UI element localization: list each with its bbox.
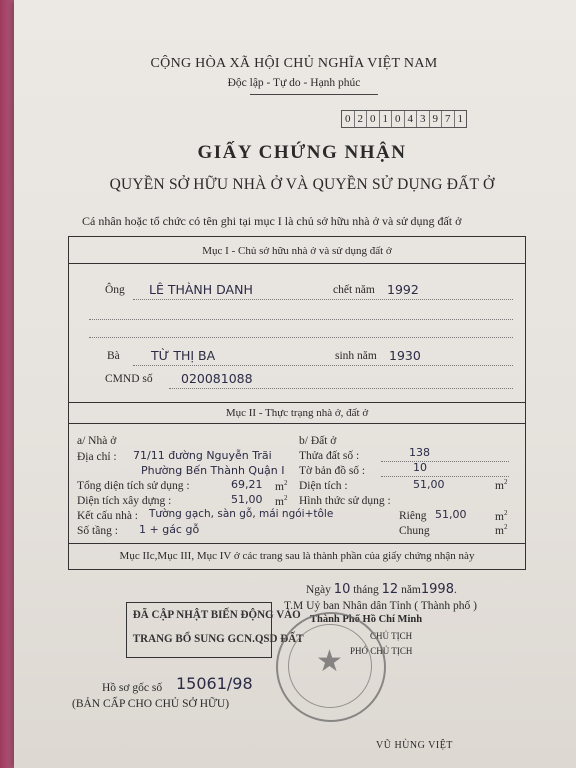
section2-heading: Mục II - Thực trạng nhà ở, đất ở — [225, 407, 369, 419]
copy-note: (BẢN CẤP CHO CHỦ SỞ HỮU) — [72, 698, 230, 710]
document-subtitle: QUYỀN SỞ HỮU NHÀ Ở VÀ QUYỀN SỬ DỤNG ĐẤT Ở — [109, 176, 495, 193]
country-header: CỘNG HÒA XÃ HỘI CHỦ NGHĨA VIỆT NAM — [150, 56, 438, 71]
map-value: 10 — [413, 461, 427, 474]
unit-m2: $m^2$ — [275, 479, 288, 493]
usage-label: Hình thức sử dụng : — [299, 495, 391, 507]
structure-value: Tường gạch, sàn gỗ, mái ngói+tôle — [149, 508, 334, 520]
serial-digit: 0 — [342, 111, 355, 127]
certificate-page — [14, 0, 576, 768]
floors-value: 1 + gác gỗ — [139, 523, 200, 536]
stamp-line1: ĐÃ CẬP NHẬT BIẾN ĐỘNG VÀO — [132, 607, 301, 621]
owner2-label: Bà — [107, 350, 120, 362]
intro-text: Cá nhân hoặc tổ chức có tên ghi tại mục I là chủ sở hữu nhà ở và sử dụng đất ở — [82, 214, 462, 228]
serial-number-boxes — [341, 110, 467, 128]
structure-label: Kết cấu nhà : — [77, 510, 138, 522]
owner2-year: 1930 — [389, 348, 421, 363]
authority-line1: T.M Uỷ ban Nhân dân Tỉnh ( Thành phố ) — [284, 600, 477, 612]
footer-note: Mục IIc,Mục III, Mục IV ở các trang sau là thành phần của giấy chứng nhận này — [119, 550, 475, 562]
house-heading: a/ Nhà ở — [77, 435, 117, 447]
official-seal — [276, 612, 386, 722]
dotted-line — [381, 476, 509, 477]
owner1-name: LÊ THÀNH DANH — [149, 282, 253, 297]
record-number: 15061/98 — [176, 674, 253, 693]
floors-label: Số tầng : — [77, 525, 118, 537]
update-stamp — [126, 602, 304, 658]
unit-m2: $m^2$ — [495, 509, 508, 523]
serial-digit: 9 — [430, 111, 443, 127]
motto: Độc lập - Tự do - Hạnh phúc — [227, 77, 361, 89]
divider — [69, 423, 525, 424]
dotted-line — [89, 337, 513, 338]
divider — [69, 402, 525, 403]
signer-name: VŨ HÙNG VIỆT — [376, 740, 453, 751]
document-title: GIẤY CHỨNG NHẬN — [197, 142, 407, 163]
star-icon: ★ — [316, 645, 343, 678]
stamp-line2: TRANG BỔ SUNG GCN.QSD ĐẤT — [132, 631, 304, 645]
divider — [69, 263, 525, 264]
address-label: Địa chỉ : — [77, 451, 117, 463]
owner1-year: 1992 — [387, 282, 419, 297]
section1-heading: Mục I - Chủ sở hữu nhà ở và sử dụng đất ở — [202, 245, 392, 257]
dotted-line — [169, 388, 513, 389]
date-line: Ngày 10 tháng 12 năm1998. — [306, 582, 457, 597]
serial-digit: 2 — [355, 111, 368, 127]
common-label: Chung — [399, 525, 430, 537]
owner1-status-label: chết năm — [333, 284, 375, 296]
unit-m2: $m^2$ — [495, 523, 508, 537]
serial-digit: 1 — [380, 111, 393, 127]
build-area-value: 51,00 — [231, 493, 263, 506]
serial-digit: 0 — [367, 111, 380, 127]
address-line2: Phường Bến Thành Quận I — [141, 464, 285, 477]
land-heading: b/ Đất ở — [299, 435, 337, 447]
unit-m2: $m^2$ — [275, 494, 288, 508]
area-label: Diện tích : — [299, 480, 348, 492]
area-value: 51,00 — [413, 478, 445, 491]
private-value: 51,00 — [435, 508, 467, 521]
owner2-status-label: sinh năm — [335, 350, 377, 362]
chairman-title: CHỦ TỊCH — [370, 631, 413, 641]
serial-digit: 3 — [417, 111, 430, 127]
owner2-name: TỪ THỊ BA — [151, 348, 216, 363]
serial-digit: 7 — [442, 111, 455, 127]
unit-m2: $m^2$ — [495, 478, 508, 492]
info-box — [68, 236, 526, 570]
private-label: Riêng — [399, 510, 427, 522]
motto-underline — [250, 94, 378, 95]
map-label: Tờ bản đồ số : — [299, 465, 366, 477]
serial-digit: 4 — [405, 111, 418, 127]
divider — [69, 543, 525, 544]
record-label: Hồ sơ gốc số — [102, 682, 163, 694]
owner1-label: Ông — [105, 284, 125, 296]
authority-line2: Thành Phố Hồ Chí Minh — [310, 614, 423, 625]
serial-digit: 0 — [392, 111, 405, 127]
dotted-line — [133, 365, 513, 366]
id-number: 020081088 — [181, 371, 253, 386]
vice-chairman-title: PHÓ CHỦ TỊCH — [350, 646, 413, 656]
plot-label: Thửa đất số : — [299, 450, 360, 462]
total-area-value: 69,21 — [231, 478, 263, 491]
dotted-line — [89, 319, 513, 320]
address-line1: 71/11 đường Nguyễn Trãi — [133, 449, 272, 462]
build-area-label: Diện tích xây dựng : — [77, 495, 172, 507]
plot-value: 138 — [409, 446, 430, 459]
total-area-label: Tổng diện tích sử dụng : — [77, 480, 190, 492]
id-label: CMND số — [105, 373, 153, 385]
serial-digit: 1 — [457, 113, 463, 125]
dotted-line — [381, 461, 509, 462]
dotted-line — [133, 299, 513, 300]
